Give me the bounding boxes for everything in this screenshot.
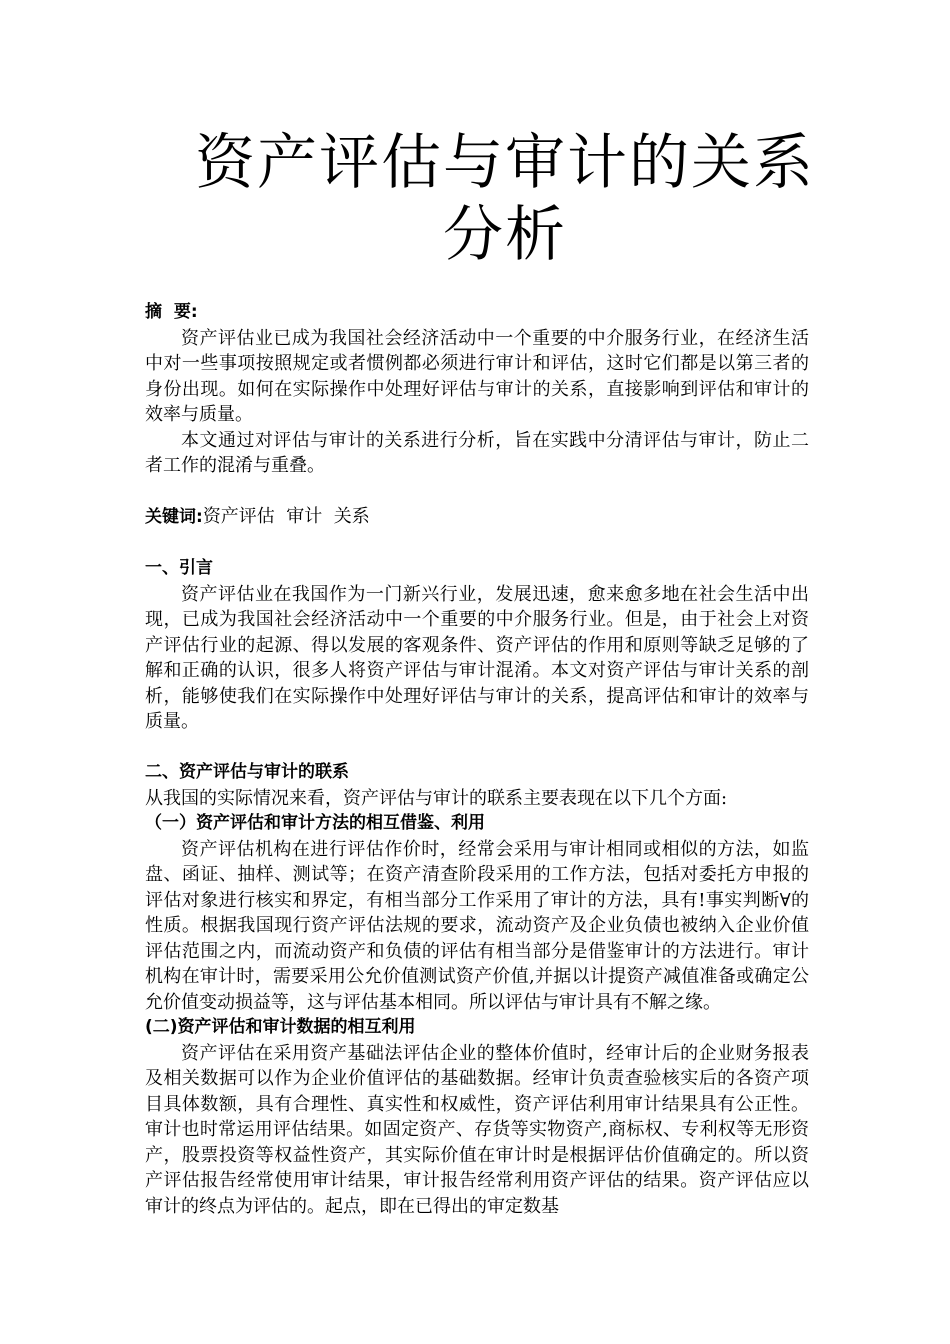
section-2-intro: 从我国的实际情况来看，资产评估与审计的联系主要表现在以下几个方面:	[145, 787, 728, 809]
section-1-heading: 一、引言	[145, 558, 213, 578]
keywords-value: 资产评估 审计 关系	[202, 506, 370, 527]
abstract-paragraph-1: 资产评估业已成为我国社会经济活动中一个重要的中介服务行业，在经济生活中对一些事项按照规定或者惯例都必须进行审计和评估，这时它们都是以第三者的身份出现。如何在实际操作中处理好评估与审计的关系，直接影响到评估和审计的效率与质量。	[145, 327, 809, 425]
spacer	[145, 531, 809, 557]
abstract-paragraph-2: 本文通过对评估与审计的关系进行分析，旨在实践中分清评估与审计，防止二者工作的混淆与重叠。	[145, 429, 809, 476]
spacer	[145, 479, 809, 505]
title-line-1: 资产评估与审计的关系	[195, 128, 815, 198]
spacer	[145, 735, 809, 761]
subsection-1-paragraph: 资产评估机构在进行评估作价时，经常会采用与审计相同或相似的方法，如监盘、函证、抽样、测试等；在资产清查阶段采用的工作方法，包括对委托方申报的评估对象进行核实和界定，有相当部分工作采用了审计的方法，具有!事实判断∀的性质。根据我国现行资产评估法规的要求，流动资产及企业负债也被纳入企业价值评估范围之内，而流动资产和负债的评估有相当部分是借鉴审计的方法进行。审计机构在审计时，需要采用公允价值测试资产价值,并据以计提资产减值准备或确定公允价值变动损益等，这与评估基本相同。所以评估与审计具有不解之缘。	[145, 838, 809, 1013]
subsection-2-heading: (二)资产评估和审计数据的相互利用	[145, 1017, 416, 1037]
title-line-2: 分析	[443, 200, 567, 270]
subsection-1-heading: （一）资产评估和审计方法的相互借鉴、利用	[145, 813, 485, 833]
abstract-label: 摘 要:	[145, 302, 198, 322]
keywords-line	[145, 504, 809, 531]
keywords-label: 关键词:	[145, 507, 203, 527]
document-body	[145, 300, 809, 1219]
section-1-paragraph: 资产评估业在我国作为一门新兴行业，发展迅速，愈来愈多地在社会生活中出现，已成为我国社会经济活动中一个重要的中介服务行业。但是，由于社会上对资产评估行业的起源、得以发展的客观条件、资产评估的作用和原则等缺乏足够的了解和正确的认识，很多人将资产评估与审计混淆。本文对资产评估与审计关系的剖析，能够使我们在实际操作中处理好评估与审计的关系，提高评估和审计的效率与质量。	[145, 583, 809, 732]
subsection-2-paragraph: 资产评估在采用资产基础法评估企业的整体价值时，经审计后的企业财务报表及相关数据可以作为企业价值评估的基础数据。经审计负责查验核实后的各资产项目具体数额，具有合理性、真实性和权威性，资产评估利用审计结果具有公正性。审计也时常运用评估结果。如固定资产、存货等实物资产,商标权、专利权等无形资产，股票投资等权益性资产，其实际价值在审计时是根据评估价值确定的。所以资产评估报告经常使用审计结果，审计报告经常利用资产评估的结果。资产评估应以审计的终点为评估的。起点，即在已得出的审定数基	[145, 1042, 809, 1217]
section-2-heading: 二、资产评估与审计的联系	[145, 762, 349, 782]
document-title	[145, 127, 865, 271]
